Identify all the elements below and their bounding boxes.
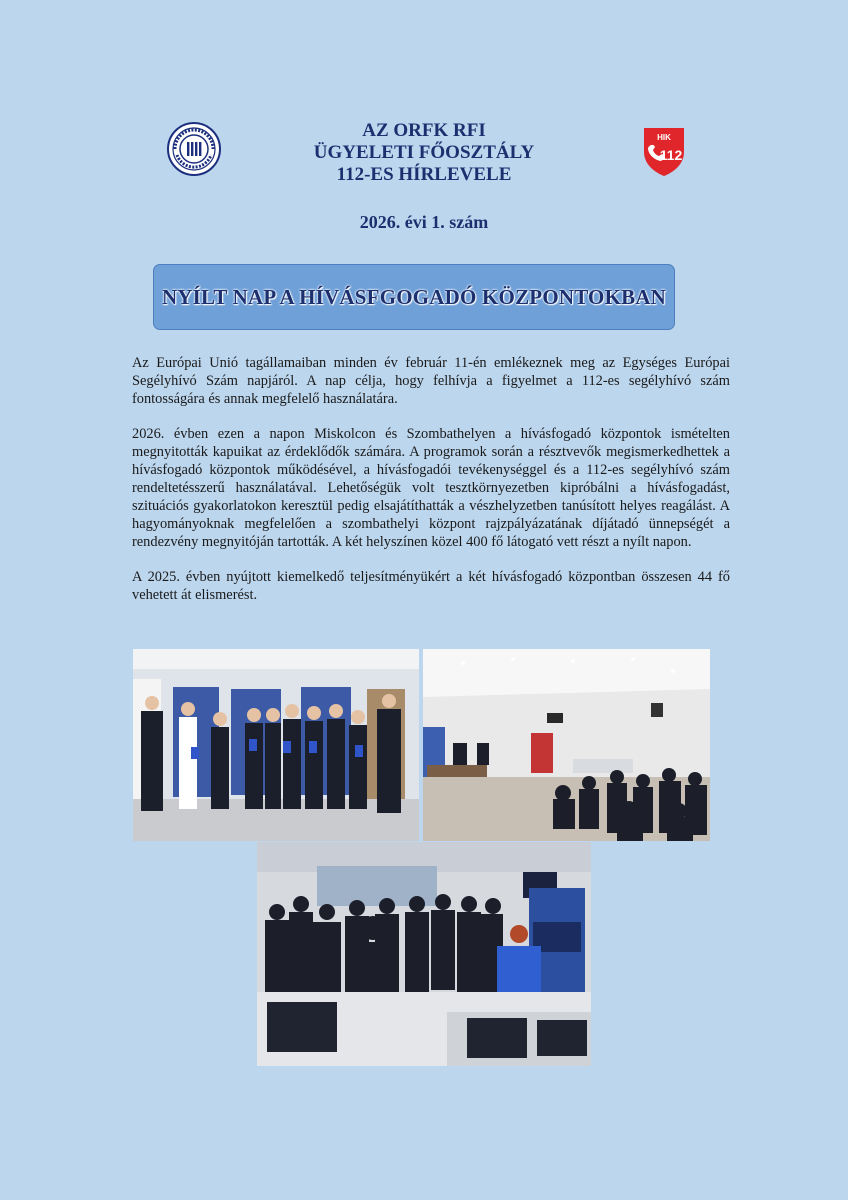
article-paragraph: 2026. évben ezen a napon Miskolcon és Szombathelyen a hívásfogadó központok ismételten megnyitották kapuikat az érdeklődők számára. A programok során a résztvevők megismerkedhettek a hívásfogadó központok működésével, a hívásfogadói tevékenységgel és a 112-es segélyhívó szám rendeltetésszerű használatával. Lehetőségük volt tesztkörnyezetben kipróbálni a hívásfogadást, szituációs gyakorlatokon keresztül pedig elsajátíthatták a vészhelyzetben tanúsított helyes reagálást. A hagyományoknak megfelelően a szombathelyi központ rajzpályázatának díjátadó ünnepségét a rendezvény megnyitóján tartották. A két helyszínen közel 400 fő látogató vett részt a nyílt napon. [132,426,730,550]
award-ceremony-group-photo [133,649,419,841]
conference-room-audience-photo [423,649,710,841]
article-body [132,354,730,621]
title-line-1: AZ ORFK RFI [362,120,486,141]
logo-hik-label: HIK [657,133,671,142]
newsletter-title [0,120,848,186]
title-line-3: 112-ES HÍRLEVELE [336,164,512,185]
article-paragraph: Az Európai Unió tagállamaiban minden év február 11-én emlékeznek meg az Egységes Európai Segélyhívó Szám napjáról. A nap célja, hogy felhívja a figyelmet a 112-es segélyhívó szám fontosságára és annak megfelelő használatára. [132,355,730,407]
logo-112-number: 112 [659,147,683,163]
title-line-2: ÜGYELETI FŐOSZTÁLY [313,142,535,163]
headline-text: NYÍLT NAP A HÍVÁSFGOGADÓ KÖZPONTOKBAN [161,284,667,309]
issue-number: 2026. évi 1. szám [359,212,489,232]
article-paragraph: A 2025. évben nyújtott kiemelkedő teljesítményükért a két hívásfogadó központban összesen 44 fő vehetett át elismerést. [132,569,730,603]
headline-banner [153,264,675,330]
call-center-visitors-photo [257,842,591,1066]
hik-112-shield-icon [638,122,690,178]
